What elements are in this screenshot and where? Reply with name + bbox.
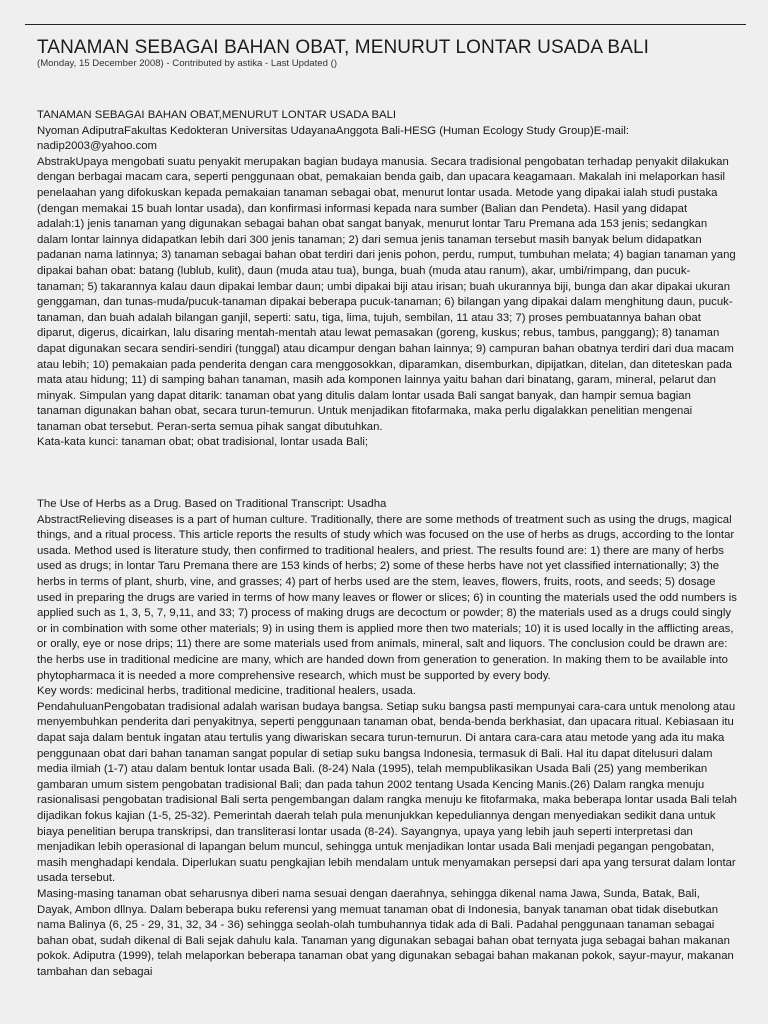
masing-paragraph: Masing-masing tanaman obat seharusnya diberi nama sesuai dengan daerahnya, sehingga dikenal nama Jawa, Sunda, Batak, Bali, Dayak, Ambon dllnya. Dalam beberapa buku referensi yang memuat tanaman obat di Indonesia, banyak tanaman obat tidak disebutkan nama Balinya (6, 25 - 29, 31, 32, 34 - 36) sehingga seolah-olah tumbuhannya tidak ada di Bali. Padahal penggunaan tanaman sebagai bahan obat, sudah dikenal di Bali sejak dahulu kala. Tanaman yang digunakan sebagai bahan obat ternyata juga sebagai bahan makanan pokok. Adiputra (1999), telah melaporkan beberapa tanaman obat yang digunakan sebagai bahan makanan pokok, sayur-mayur, makanan tambahan dan sebagai	[37, 887, 734, 978]
section-gap	[37, 451, 737, 497]
pendahuluan-paragraph: PendahuluanPengobatan tradisional adalah warisan budaya bangsa. Setiap suku bangsa pasti mempunyai cara-cara untuk menolong atau menyembuhkan penderita dari penyakitnya, seperti penggunaan tanaman obat, benda-benda berkhasiat, dan upacara ritual. Kebiasaan itu dapat saja dalam bentuk ingatan atau tertulis yang diwariskan secara turun-temurun. Di antara cara-cara atau metode yang ada itu maka penggunaan obat dari bahan tanaman sangat popular di setiap suku bangsa Indonesia, termasuk di Bali. Hal itu dapat ditelusuri dalam media ilmiah (1-7) atau dalam bentuk lontar usada Bali. (8-24) Nala (1995), telah mempublikasikan Usada Bali (25) yang memberikan gambaran umum sistem pengobatan tradisional Bali; dan pada tahun 2002 tentang Usada Kencing Manis.(26) Dalam rangka menuju rasionalisasi pengobatan tradisional Bali serta pengembangan dalam rangka menuju ke fitofarmaka, maka beberapa lontar usada Bali telah dijadikan fokus kajian (1-5, 25-32). Pemerintah daerah telah pula menunjukkan kepeduliannya dengan menyediakan sedikit dana untuk biaya penelitian berupa transkripsi, dan transliterasi lontar usada (8-24). Sayangnya, upaya yang lebih jauh seperti interpretasi dan menjadikan lebih operasional di lapangan belum muncul, sehingga untuk menjadikan lontar usada Bali menjadi pegangan pengobatan, masih menghadapi kendala. Diperlukan suatu pengkajian lebih mendalam untuk menyamakan persepsi dari apa yang tersurat dalam lontar usada tersebut.	[37, 700, 737, 885]
page-title: TANAMAN SEBAGAI BAHAN OBAT, MENURUT LONTAR USADA BALI	[37, 37, 650, 58]
top-rule	[25, 24, 746, 25]
article-meta: (Monday, 15 December 2008) - Contributed by astika - Last Updated ()	[37, 58, 338, 69]
keywords: Key words: medicinal herbs, traditional medicine, traditional healers, usada.	[37, 685, 416, 698]
article-title: TANAMAN SEBAGAI BAHAN OBAT,MENURUT LONTAR USADA BALI	[37, 109, 397, 121]
kata-kunci: Kata-kata kunci: tanaman obat; obat tradisional, lontar usada Bali;	[37, 436, 369, 449]
article-authors: Nyoman AdiputraFakultas Kedokteran Universitas UdayanaAnggota Bali-HESG (Human Ecology Study Group)E-mail: nadip2003@yahoo.com	[37, 124, 630, 153]
abstract-paragraph: AbstractRelieving diseases is a part of human culture. Traditionally, there are some methods of treatment such as using the drugs, magical things, and a ritual process. This article reports the results of study which was focused on the use of herbs as drugs, according to the lontar usada. Method used is literature study, then confirmed to traditional healers, and priest. The results found are: 1) there are many of herbs used as drugs; in lontar Taru Premana there are 153 kinds of herbs; 2) some of these herbs have not yet classified internationally; 3) the herbs in terms of plant, shurb, vine, and grasses; 4) part of herbs used are the stem, leaves, flowers, fruits, roots, and seeds; 5) dosage used in preparing the drugs are varied in terms of how many leaves or flower or slices; 6) in counting the materials used the odd numbers is applied such as 1, 3, 5, 7, 9,11, and 33; 7) process of making drugs are decoctum or powder; 8) the materials used as a drugs could singly or in combination with some other materials; 9) in using them is applied more then two materials; 10) it is used locally in the afflicting areas, or orally, eye or nose drips; 11) there are some materials used from animals, mineral, salt and liquors. The conclusion could be drawn are: the herbs use in traditional medicine are many, which are handed down from generation to generation. In making them to be available into phytopharmaca it is needed a more comprehensive research, which must be supported by every body.	[37, 513, 737, 682]
abstrak-paragraph: AbstrakUpaya mengobati suatu penyakit merupakan bagian budaya manusia. Secara tradisional pengobatan terhadap penyakit dilakukan dengan berbagai macam cara, seperti penggunaan obat, pemakaian benda gaib, dan upacara keagamaan. Makalah ini melaporkan hasil penelaahan yang difokuskan kepada pemakaian tanaman sebagai obat, menurut lontar usada. Metode yang dipakai ialah studi pustaka (dengan memakai 15 buah lontar usada), dan konfirmasi informasi kepada nara sumber (Balian dan Pendeta). Hasil yang didapat adalah:1) jenis tanaman yang digunakan sebagai bahan obat sangat banyak, menurut lontar Taru Premana ada 153 jenis; sedangkan dalam lontar lainnya didapatkan lebih dari 300 jenis tanaman; 2) dari semua jenis tanaman tersebut masih banyak belum didapatkan padanan nama latinnya; 3) tanaman sebagai bahan obat terdiri dari jenis pohon, perdu, rumput, tumbuhan melata; 4) bagian tanaman yang dipakai bahan obat: batang (lublub, kulit), daun (muda atau tua), bunga, buah (muda atau ranum), akar, umbi/rimpang, dan pucuk-tanaman; 5) takarannya kalau daun dipakai lembar daun; umbi dipakai biji atau irisan; buah ukurannya biji, bunga dan akar dipakai ukuran genggaman, dan tunas-muda/pucuk-tanaman dipakai beberapa pucuk-tanaman; 6) bilangan yang dipakai dalam menghitung daun, pucuk-tanaman, dan buah adalah bilangan ganjil, seperti: satu, tiga, lima, tujuh, sembilan, 11 atau 33; 7) proses pembuatannya bahan obat diparut, digerus, dicairkan, lalu disaring mentah-mentah atau lewat pemasakan (goreng, kuskus; rebus, tambus, panggang); 8) tanaman dapat digunakan secara sendiri-sendiri (tunggal) atau dicampur dengan bahan lainnya; 9) campuran bahan obatnya terdiri dari dua macam atau lebih; 10) pemakaian pada penderita dengan cara menggosokkan, diparamkan, disemburkan, dipijatkan, ditelan, dan diteteskan pada mata atau hidung; 11) di samping bahan tanaman, masih ada komponen lainnya yaitu bahan dari binatang, garam, mineral, pelarut dan minyak. Simpulan yang dapat ditarik: tanaman obat yang ditulis dalam lontar usada Bali sangat banyak, dan hampir semua bagian tanaman digunakan bahan obat, secara turun-temurun. Untuk menjadikan fitofarmaka, maka perlu digalakkan penelitian mengenai tanaman obat tersebut. Peran-serta semua pihak sangat dibutuhkan.	[37, 155, 736, 433]
english-title: The Use of Herbs as a Drug. Based on Traditional Transcript: Usadha	[37, 498, 387, 511]
article-body	[37, 108, 737, 980]
